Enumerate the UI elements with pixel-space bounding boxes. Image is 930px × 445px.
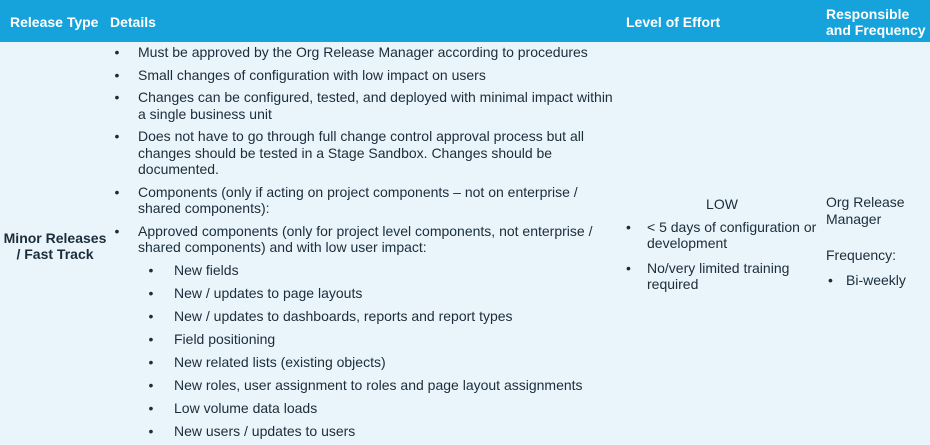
table-row	[0, 42, 930, 445]
detail-text: Components (only if acting on project components – not on enterprise / shared components):	[138, 183, 578, 216]
header-release-type: Release Type	[10, 14, 99, 30]
sub-detail-text: New roles, user assignment to roles and page layout assignments	[174, 376, 583, 393]
frequency-label: Frequency:	[826, 247, 897, 263]
header-responsible-line2: and Frequency	[826, 22, 926, 38]
bullet-icon: •	[114, 222, 120, 239]
sub-detail-item	[110, 262, 622, 279]
sub-detail-text: New fields	[174, 261, 239, 278]
effort-item	[622, 260, 822, 293]
responsible-cell	[826, 194, 930, 288]
bullet-icon: •	[148, 353, 154, 370]
sub-detail-item	[110, 400, 622, 417]
sub-detail-text: New / updates to page layouts	[174, 284, 363, 301]
bullet-icon: •	[148, 261, 154, 278]
header-level-of-effort: Level of Effort	[626, 14, 721, 30]
detail-text: Small changes of configuration with low impact on users	[138, 66, 486, 83]
header-details: Details	[110, 14, 156, 30]
bullet-icon: •	[148, 307, 154, 324]
detail-item	[110, 44, 622, 61]
sub-detail-text: New / updates to dashboards, reports and report types	[174, 307, 513, 324]
bullet-icon: •	[148, 284, 154, 301]
bullet-icon: •	[626, 259, 631, 276]
bullet-icon: •	[148, 376, 154, 393]
sub-detail-item	[110, 423, 622, 440]
bullet-icon: •	[626, 218, 631, 235]
bullet-icon: •	[114, 44, 120, 60]
detail-item	[110, 128, 622, 178]
header-responsible	[826, 6, 926, 38]
frequency-list	[826, 272, 930, 289]
effort-item	[622, 219, 822, 252]
table-header	[0, 0, 930, 42]
detail-item	[110, 223, 622, 256]
effort-text: < 5 days of configuration or development	[647, 218, 817, 251]
bullet-icon: •	[148, 422, 154, 439]
release-type-cell	[0, 230, 110, 262]
bullet-icon: •	[114, 89, 120, 105]
frequency-item	[826, 272, 930, 289]
detail-item	[110, 67, 622, 84]
bullet-icon: •	[148, 399, 154, 416]
sub-detail-item	[110, 354, 622, 371]
bullet-icon: •	[114, 66, 120, 83]
sub-detail-text: New related lists (existing objects)	[174, 353, 386, 370]
header-responsible-line1: Responsible	[826, 6, 910, 22]
detail-text: Does not have to go through full change control approval process but all changes should be tested in a Stage Sandbox. Changes should be documented.	[138, 128, 584, 177]
effort-list	[622, 219, 822, 293]
details-list	[110, 44, 622, 439]
frequency-value: Bi-weekly	[846, 271, 906, 288]
effort-text: No/very limited training required	[647, 259, 790, 292]
sub-detail-text: Low volume data loads	[174, 399, 318, 416]
bullet-icon: •	[114, 183, 120, 200]
release-type-line2: / Fast Track	[16, 246, 94, 262]
detail-text: Changes can be configured, tested, and deployed with minimal impact within a single business unit	[138, 89, 613, 122]
sub-detail-item	[110, 285, 622, 302]
bullet-icon: •	[148, 330, 154, 347]
effort-level: LOW	[706, 196, 738, 212]
detail-item	[110, 89, 622, 122]
sub-detail-item	[110, 308, 622, 325]
responsible-manager: Org Release Manager	[826, 194, 905, 227]
detail-text: Approved components (only for project level components, not enterprise / shared components) and with low user impact:	[138, 222, 593, 255]
sub-detail-item	[110, 377, 622, 394]
detail-text: Must be approved by the Org Release Manager according to procedures	[138, 44, 588, 60]
level-of-effort-cell	[622, 196, 822, 301]
sub-detail-text: New users / updates to users	[174, 422, 356, 439]
bullet-icon: •	[828, 271, 833, 288]
details-cell	[110, 44, 622, 445]
bullet-icon: •	[114, 128, 120, 144]
sub-detail-text: Field positioning	[174, 330, 276, 347]
release-type-line1: Minor Releases	[3, 230, 107, 246]
sub-detail-item	[110, 331, 622, 348]
detail-item	[110, 184, 622, 217]
